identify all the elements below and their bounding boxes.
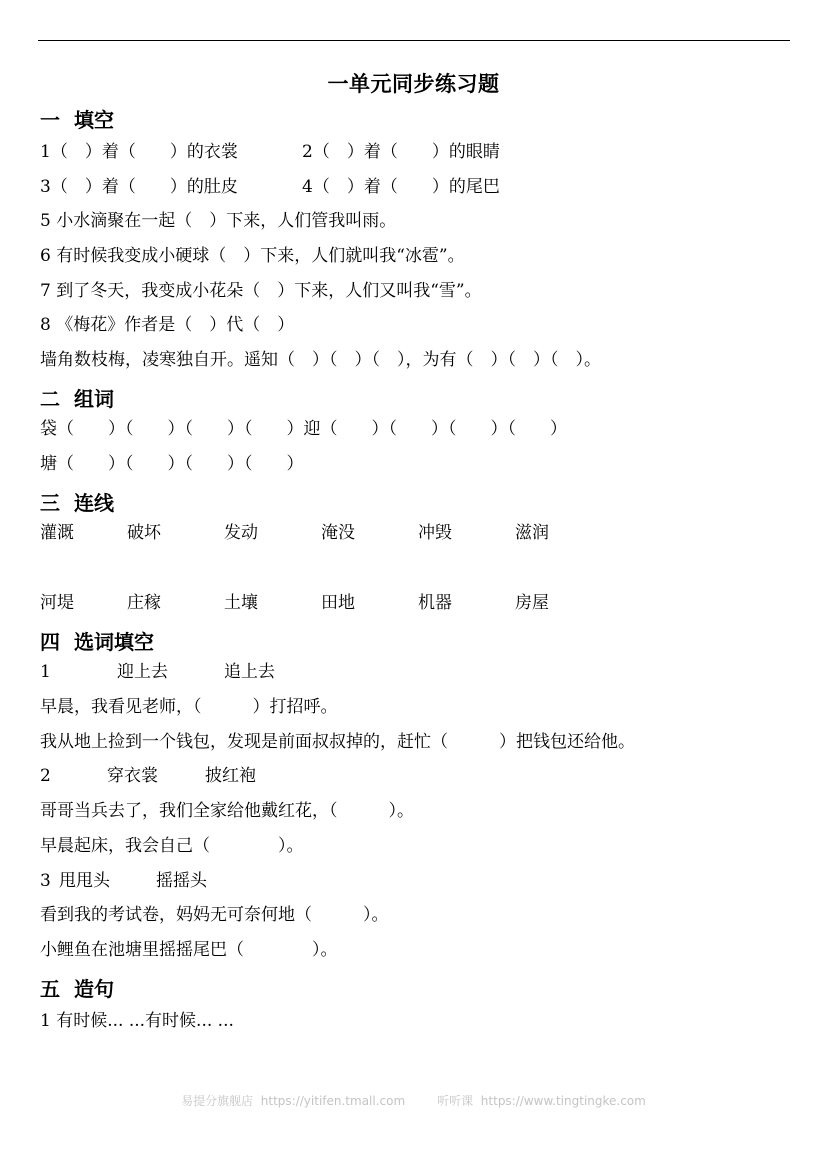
choose-option: 追上去 — [224, 662, 275, 682]
match-bottom-word: 机器 — [418, 593, 452, 613]
words-line-2: 塘（ ）（ ）（ ）（ ） — [40, 454, 304, 474]
section-name: 填空 — [74, 108, 114, 132]
choose-option: 披红袍 — [205, 766, 256, 786]
section-heading-choose — [40, 626, 154, 655]
choose-sentence: 哥哥当兵去了，我们全家给他戴红花，（ ）。 — [40, 801, 414, 821]
match-top-word: 滋润 — [515, 523, 549, 543]
choose-option: 穿衣裳 — [107, 766, 158, 786]
fill-item-8: 8 《梅花》作者是（ ）代（ ） — [40, 315, 295, 335]
choose-group-number: 2 — [40, 766, 51, 786]
choose-sentence: 早晨，我看见老师，（ ）打招呼。 — [40, 697, 338, 717]
section-name: 组词 — [74, 387, 114, 411]
fill-item-3: 3（ ）着（ ）的肚皮 — [40, 177, 238, 197]
choose-option: 摇摇头 — [156, 871, 207, 891]
section-name: 选词填空 — [74, 630, 154, 654]
section-number: 一 — [40, 108, 60, 132]
match-top-word: 淹没 — [321, 523, 355, 543]
choose-group-number: 1 — [40, 662, 51, 682]
top-rule — [38, 40, 790, 41]
footer-shop-link[interactable]: 易提分旗舰店 https://yitifen.tmall.com — [181, 1094, 406, 1108]
section-heading-words — [40, 383, 114, 412]
fill-item-7: 7 到了冬天，我变成小花朵（ ）下来，人们又叫我“雪”。 — [40, 281, 482, 301]
choose-sentence: 早晨起床，我会自己（ ）。 — [40, 836, 304, 856]
match-bottom-word: 土壤 — [224, 593, 258, 613]
section-name: 造句 — [74, 977, 114, 1001]
section-number: 二 — [40, 387, 60, 411]
match-top-word: 冲毁 — [418, 523, 452, 543]
fill-item-5: 5 小水滴聚在一起（ ）下来，人们管我叫雨。 — [40, 211, 397, 231]
fill-item-2: 2（ ）着（ ）的眼睛 — [302, 142, 500, 162]
footer-site-link[interactable]: 听听课 https://www.tingtingke.com — [437, 1094, 646, 1108]
section-heading-sentence — [40, 973, 114, 1002]
match-bottom-word: 河堤 — [40, 593, 74, 613]
footer-watermark — [0, 1092, 827, 1109]
choose-option: 甩甩头 — [59, 871, 110, 891]
section-name: 连线 — [74, 491, 114, 515]
section-number: 三 — [40, 491, 60, 515]
section-heading-match — [40, 487, 114, 516]
choose-option: 迎上去 — [117, 662, 168, 682]
match-bottom-word: 庄稼 — [127, 593, 161, 613]
section-heading-fill — [40, 104, 114, 133]
words-line-1: 袋（ ）（ ）（ ）（ ）迎（ ）（ ）（ ）（ ） — [40, 419, 567, 439]
match-bottom-word: 房屋 — [515, 593, 549, 613]
match-top-word: 灌溉 — [40, 523, 74, 543]
section-number: 四 — [40, 630, 60, 654]
section-number: 五 — [40, 977, 60, 1001]
match-top-word: 破坏 — [127, 523, 161, 543]
choose-sentence: 小鲤鱼在池塘里摇摇尾巴（ ）。 — [40, 940, 338, 960]
fill-poem-line: 墙角数枝梅，凌寒独自开。遥知（ ）（ ）（ ），为有（ ）（ ）（ ）。 — [40, 350, 601, 370]
match-top-word: 发动 — [224, 523, 258, 543]
fill-item-6: 6 有时候我变成小硬球（ ）下来，人们就叫我“冰雹”。 — [40, 246, 465, 266]
fill-item-1: 1（ ）着（ ）的衣裳 — [40, 142, 238, 162]
fill-item-4: 4（ ）着（ ）的尾巴 — [302, 177, 500, 197]
choose-sentence: 我从地上捡到一个钱包，发现是前面叔叔掉的，赶忙（ ）把钱包还给他。 — [40, 732, 635, 752]
choose-sentence: 看到我的考试卷，妈妈无可奈何地（ ）。 — [40, 905, 389, 925]
match-bottom-word: 田地 — [321, 593, 355, 613]
choose-group-number: 3 — [40, 871, 51, 891]
sentence-item-1: 1 有时候... ...有时候... ... — [40, 1011, 234, 1031]
page-title: 一单元同步练习题 — [327, 72, 500, 96]
